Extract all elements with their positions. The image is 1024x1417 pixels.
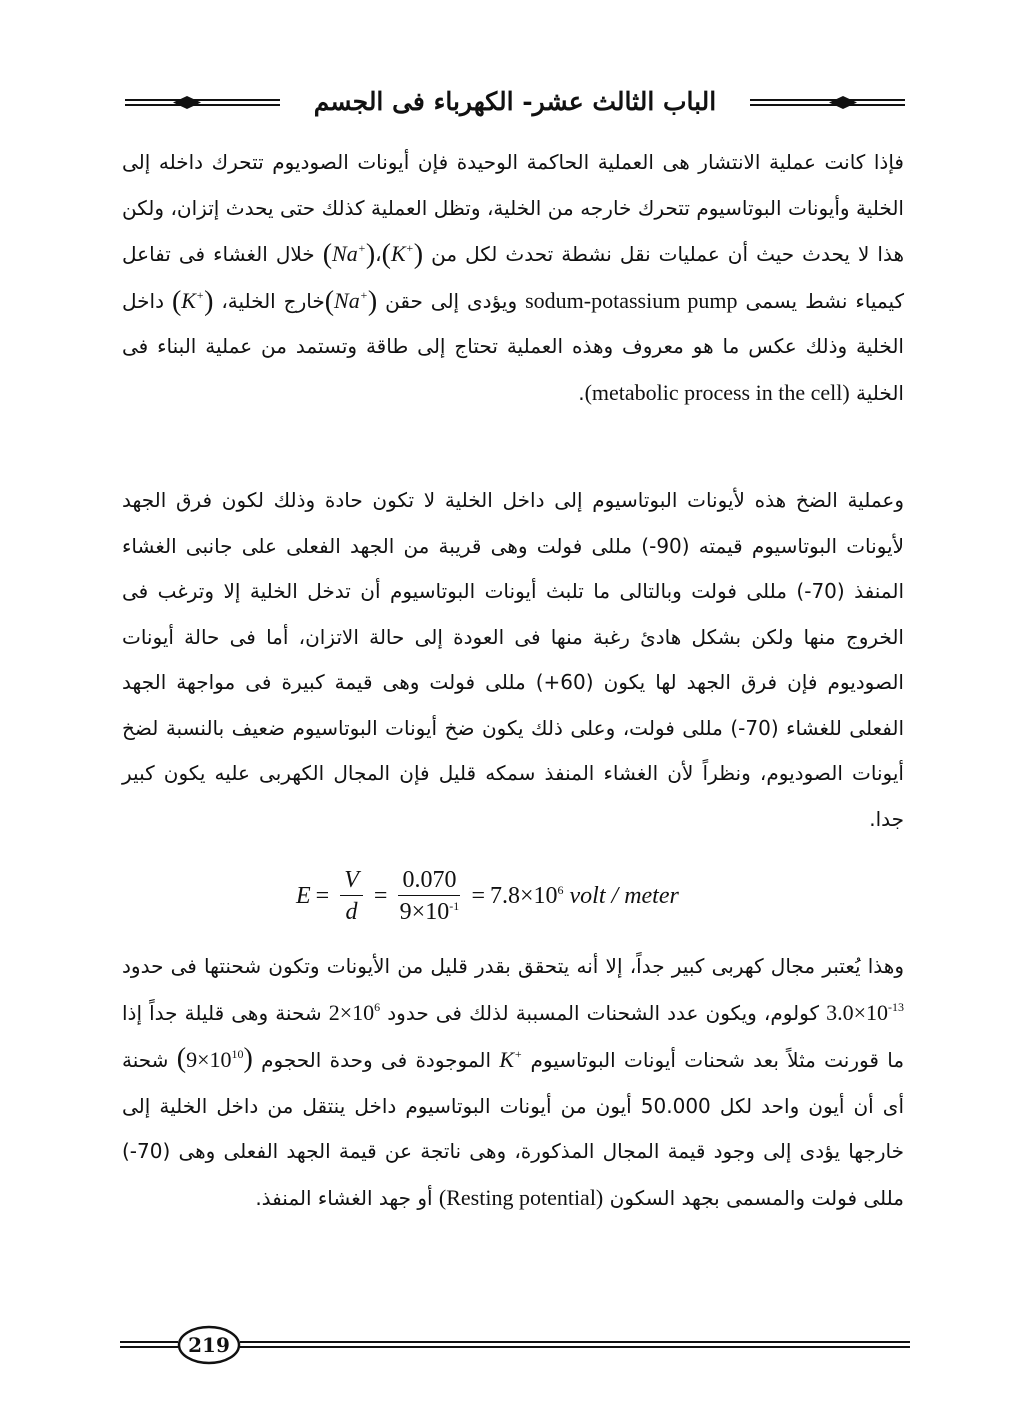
- sodium-ion: (Na+): [322, 239, 376, 270]
- electric-field-equation: [296, 860, 736, 932]
- para3-text-c: شحنة وهى قليلة جداً إذا ما قورنت مثلاً بعد شحنات أيونات البوتاسيوم: [122, 1000, 905, 1072]
- frac-numerator: V: [340, 867, 363, 896]
- page-footer: [120, 1322, 910, 1368]
- eq-lhs: E: [296, 882, 311, 909]
- para3-text-b: كولوم، ويكون عدد الشحنات المسببة لذلك فى حدود: [387, 1000, 819, 1025]
- paragraph-1: فإذا كانت عملية الانتشار هى العملية الحاكمة الوحيدة فإن أيونات الصوديوم تتحرك داخله إلى الخلية وأيونات البوتاسيوم تتحرك خارجه من الخلية، وتظل العملية كذلك حتى يحدث إتزان، ولكن هذا لا يحدث حيث أن عمليات نقل نشطة تحدث لكل من (K+)،(Na+) خلال الغشاء فى تفاعل كيمياء نشط يسمى sodum-potassium pump ويؤدى إلى حقن (Na+)خارج الخلية، (K+) داخل الخلية وذلك عكس ما هو معروف وهذه العملية تحتاج إلى طاقة وتستمد من عملية البناء فى الخلية (metabolic process in the cell).: [122, 150, 905, 405]
- eq-sign: =: [315, 882, 330, 909]
- eq-result: $7.8\times 10^6$ volt / meter: [489, 882, 679, 909]
- para2-text: وعملية الضخ هذه لأيونات البوتاسيوم إلى داخل الخلية لا تكون حادة وذلك لكون فرق الجهد لأيونات البوتاسيوم قيمته (90-) مللى فولت وهى قريبة من الجهد الفعلى على جانبى الغشاء المنفذ (70-) مللى فولت وبالتالى ما تلبث أيونات البوتاسيوم أن تدخل الخلية إلا وترغب فى الخروج منها ولكن بشكل هادئ رغبة منها فى العودة إلى حالة الاتزان، أما فى حالة أيونات الصوديوم فإن فرق الجهد لها يكون (60+) مللى فولت وهى قيمة كبيرة فى مواجهة الجهد الفعلى للغشاء (70-) مللى فولت، وعلى ذلك يكون ضخ أيونات البوتاسيوم ضعيف بالنسبة لضخ أيونات الصوديوم، ونظراً لأن الغشاء المنفذ سمكه قليل فإن المجال الكهربى عليه يكون كبير جدا.: [122, 488, 904, 831]
- sodium-ion: (Na+): [324, 285, 378, 317]
- para1-text-d: خارج الخلية،: [221, 288, 325, 313]
- potassium-ion: (K+): [171, 285, 214, 317]
- pump-term: sodum-potassium pump: [525, 287, 738, 313]
- para1-text-a: فإذا كانت عملية الانتشار هى العملية الحاكمة الوحيدة فإن أيونات الصوديوم تتحرك داخله إلى الخلية وأيونات البوتاسيوم تتحرك خارجه من الخلية، وتظل العملية كذلك حتى يحدث إتزان، ولكن هذا لا يحدث حيث أن عمليات نقل نشطة تحدث لكل من: [122, 150, 905, 266]
- page-header: [125, 82, 905, 126]
- resting-term: (Resting potential): [438, 1184, 604, 1210]
- chapter-title: الباب الثالث عشر- الكهرباء فى الجسم: [125, 82, 905, 122]
- page-number: 219: [188, 1333, 230, 1357]
- para3-text-f: أو جهد الغشاء المنفذ.: [255, 1185, 433, 1210]
- para3-text-a: وهذا يُعتبر مجال كهربى كبير جداً، إلا أنه يتحقق بقدر قليل من الأيونات وتكون شحنتها فى حدود: [122, 954, 904, 978]
- frac-denominator: $9\times 10^{-1}$: [399, 898, 460, 925]
- frac-numerator: 0.070: [398, 867, 460, 896]
- frac-denominator: d: [345, 898, 358, 925]
- volume-charge: $(9\times 10^{10})$: [176, 1043, 253, 1074]
- paragraph-2: [122, 478, 904, 842]
- period: .: [578, 380, 585, 405]
- potassium-ion: K+: [499, 1047, 523, 1072]
- fraction-values: [398, 867, 460, 926]
- eq-sign: =: [373, 882, 388, 909]
- para1-text-b: خلال الغشاء فى تفاعل كيمياء نشط يسمى: [122, 242, 905, 313]
- para3-text-d: الموجودة فى وحدة الحجوم: [261, 1048, 492, 1072]
- metabolic-term: (metabolic process in the cell): [584, 379, 850, 405]
- charge-count: $2\times 10^6$: [328, 999, 381, 1025]
- para3-text-e: شحنة أى أن أيون واحد لكل 50.000 أيون من أيونات البوتاسيوم داخل ينتقل من داخل الخلية إلى خارجها يؤدى إلى وجود قيمة المجال المذكورة، وهى ناتجة عن قيمة الجهد الفعلى وهى (70-) مللى فولت والمسمى بجهد السكون: [122, 1048, 905, 1210]
- footer-rule: [120, 1322, 910, 1368]
- potassium-ion: (K+): [381, 239, 424, 270]
- charge-value: $3.0\times 10^{-13}$: [826, 999, 905, 1025]
- para1-text-e: داخل الخلية وذلك عكس ما هو معروف وهذه العملية تحتاج إلى طاقة وتستمد من عملية البناء فى الخلية: [122, 288, 904, 405]
- paragraph-3: [122, 944, 904, 1221]
- eq-sign: =: [471, 882, 485, 909]
- fraction-v-over-d: [340, 867, 363, 926]
- para1-text-c: ويؤدى إلى حقن: [385, 288, 518, 313]
